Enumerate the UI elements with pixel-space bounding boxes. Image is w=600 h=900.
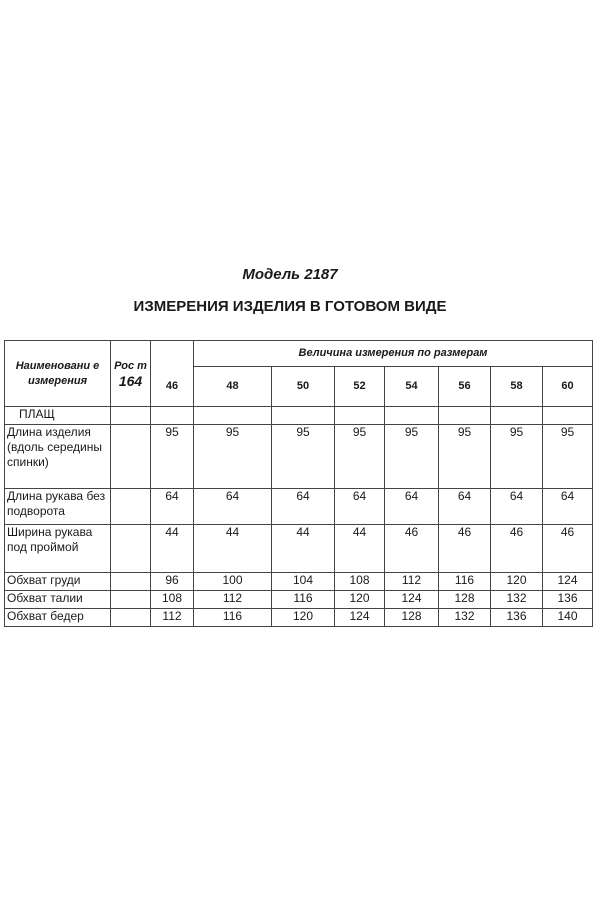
measurement-value: 124 [543,573,593,591]
measurement-value: 46 [385,525,439,573]
header-height-value: 164 [118,372,143,389]
measurement-value: 46 [491,525,543,573]
size-header-cell: 54 [385,367,439,407]
measurement-value: 64 [439,489,491,525]
measurement-value: 136 [543,591,593,609]
size-header-cell: 56 [439,367,491,407]
measurement-value: 64 [543,489,593,525]
measurement-value: 120 [335,591,385,609]
measurement-value: 108 [335,573,385,591]
height-blank-cell [111,525,151,573]
measurement-value: 112 [151,609,194,627]
measurement-name: Длина изделия (вдоль середины спинки) [5,425,111,489]
garment-blank-cell [272,407,335,425]
measurement-value: 124 [385,591,439,609]
size-header-cell: 52 [335,367,385,407]
measurement-value: 132 [439,609,491,627]
size-header-cell: 60 [543,367,593,407]
measurement-value: 64 [335,489,385,525]
measurement-value: 44 [335,525,385,573]
measurement-value: 112 [385,573,439,591]
header-height [111,341,151,407]
measurement-value: 136 [491,609,543,627]
measurement-value: 64 [194,489,272,525]
height-blank-cell [111,609,151,627]
measurement-name: Обхват груди [5,573,111,591]
measurement-value: 64 [491,489,543,525]
measurement-value: 95 [543,425,593,489]
height-blank-cell [111,573,151,591]
garment-blank-cell [491,407,543,425]
measurement-value: 95 [491,425,543,489]
measurement-value: 95 [335,425,385,489]
measurement-value: 104 [272,573,335,591]
measurement-value: 95 [439,425,491,489]
measurement-value: 96 [151,573,194,591]
measurement-value: 100 [194,573,272,591]
measurement-value: 95 [194,425,272,489]
garment-blank-cell [335,407,385,425]
height-blank-cell [111,591,151,609]
table-row [5,525,593,573]
measurement-value: 64 [385,489,439,525]
measurement-value: 95 [151,425,194,489]
table-row [5,573,593,591]
measurement-value: 44 [194,525,272,573]
measurement-value: 46 [439,525,491,573]
measurement-name: Длина рукава без подворота [5,489,111,525]
header-sizes-label: Величина измерения по размерам [194,341,593,367]
header-height-label: Рос т [114,359,147,372]
garment-blank-cell [151,407,194,425]
measurement-name: Ширина рукава под проймой [5,525,111,573]
garment-blank-cell [543,407,593,425]
measurement-value: 124 [335,609,385,627]
garment-blank-cell [194,407,272,425]
measurement-value: 116 [439,573,491,591]
measurement-value: 140 [543,609,593,627]
measurement-name: Обхват талии [5,591,111,609]
measurement-value: 128 [439,591,491,609]
measurement-value: 44 [272,525,335,573]
header-blank-cell [151,341,194,367]
measurement-value: 128 [385,609,439,627]
measurement-value: 95 [385,425,439,489]
measurement-value: 132 [491,591,543,609]
garment-blank-cell [111,407,151,425]
table-row [5,425,593,489]
measurement-value: 116 [272,591,335,609]
document-title: ИЗМЕРЕНИЯ ИЗДЕЛИЯ В ГОТОВОМ ВИДЕ [133,298,447,315]
measurement-name: Обхват бедер [5,609,111,627]
header-measurement-name: Наименовани е измерения [5,341,111,407]
size-header-cell: 58 [491,367,543,407]
table-row [5,489,593,525]
measurement-value: 64 [151,489,194,525]
table-row [5,609,593,627]
height-blank-cell [111,489,151,525]
size-table [4,340,593,627]
measurement-value: 108 [151,591,194,609]
measurement-value: 120 [272,609,335,627]
table-row [5,591,593,609]
measurement-value: 44 [151,525,194,573]
garment-blank-cell [385,407,439,425]
height-blank-cell [111,425,151,489]
measurement-value: 120 [491,573,543,591]
garment-label: ПЛАЩ [5,407,111,425]
garment-blank-cell [439,407,491,425]
model-title: Модель 2187 [242,266,338,283]
size-header-cell: 50 [272,367,335,407]
measurement-value: 112 [194,591,272,609]
measurement-value: 95 [272,425,335,489]
measurement-value: 116 [194,609,272,627]
size-header-cell: 46 [151,367,194,407]
size-header-cell: 48 [194,367,272,407]
measurement-value: 64 [272,489,335,525]
measurement-value: 46 [543,525,593,573]
